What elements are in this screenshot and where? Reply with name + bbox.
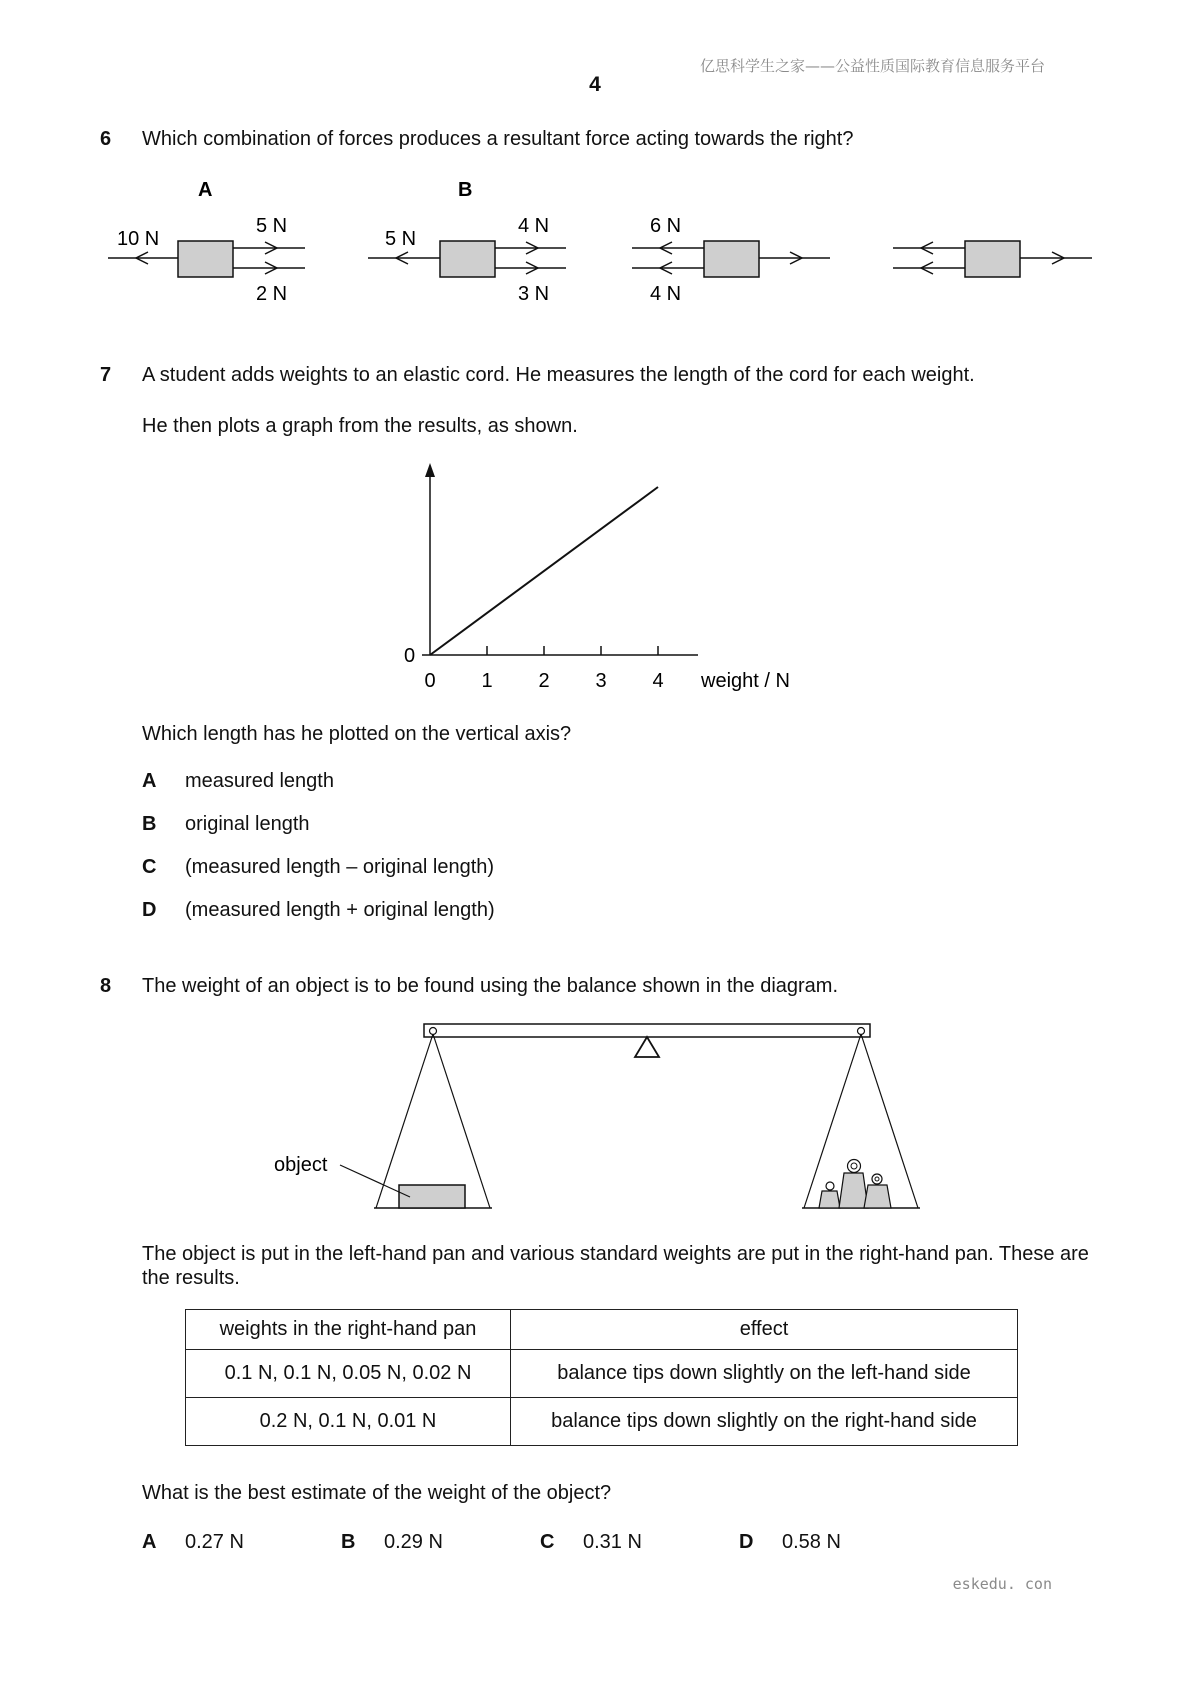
block-a	[178, 241, 233, 277]
option-letter: A	[142, 1531, 157, 1553]
results-table	[185, 1309, 1018, 1446]
pivot-triangle	[635, 1037, 659, 1057]
question-6-number: 6	[100, 128, 112, 150]
standard-weights	[819, 1160, 891, 1209]
question-8-text: The weight of an object is to be found using the balance shown in the diagram.	[142, 975, 839, 997]
force-label: 3 N	[518, 283, 550, 305]
option-b-label: B	[458, 179, 473, 201]
option-letter: A	[142, 770, 157, 792]
question-7-number: 7	[100, 364, 112, 386]
x-tick-label: 2	[538, 670, 550, 692]
question-7-prompt: Which length has he plotted on the vertical axis?	[142, 723, 572, 745]
block-c	[704, 241, 759, 277]
option-letter: C	[540, 1531, 555, 1553]
force-label: 5 N	[385, 228, 417, 250]
question-7-text: A student adds weights to an elastic cord. He measures the length of the cord for each weight.	[142, 364, 975, 386]
force-label: 5 N	[256, 215, 288, 237]
question-8-number: 8	[100, 975, 112, 997]
table-cell: balance tips down slightly on the right-hand side	[511, 1398, 1018, 1446]
x-tick-label: 3	[595, 670, 607, 692]
table-header: effect	[511, 1310, 1018, 1350]
object-label: object	[274, 1154, 328, 1176]
option-text[interactable]: (measured length + original length)	[185, 899, 495, 921]
page-number: 4	[589, 73, 601, 96]
question-6-text: Which combination of forces produces a resultant force acting towards the right?	[142, 128, 854, 150]
table-cell: 0.1 N, 0.1 N, 0.05 N, 0.02 N	[186, 1350, 511, 1398]
x-tick-label: 4	[652, 670, 664, 692]
question-8-text-2: The object is put in the left-hand pan and various standard weights are put in the right-hand pan. These are the results.	[142, 1243, 1089, 1289]
force-label: 2 N	[256, 283, 288, 305]
option-text[interactable]: 0.29 N	[384, 1531, 443, 1553]
x-tick-label: 1	[481, 670, 493, 692]
force-label: 4 N	[518, 215, 550, 237]
option-letter: D	[142, 899, 157, 921]
footer-site: eskedu. con	[952, 1575, 1052, 1593]
x-axis-label: weight / N	[701, 670, 790, 692]
y-tick-label: 0	[404, 645, 416, 667]
y-axis-arrow	[425, 463, 435, 477]
option-text[interactable]: 0.27 N	[185, 1531, 244, 1553]
table-header: weights in the right-hand pan	[186, 1310, 511, 1350]
balance-diagram	[260, 1010, 940, 1215]
option-a-label: A	[198, 179, 213, 201]
option-text[interactable]: measured length	[185, 770, 334, 792]
series-line	[430, 487, 658, 655]
block-d	[965, 241, 1020, 277]
option-letter: C	[142, 856, 157, 878]
forces-diagram	[0, 170, 1190, 320]
block-b	[440, 241, 495, 277]
force-label: 10 N	[117, 228, 160, 250]
question-8-prompt: What is the best estimate of the weight of the object?	[142, 1482, 612, 1504]
option-letter: B	[341, 1531, 356, 1553]
option-letter: D	[739, 1531, 754, 1553]
table-row	[186, 1398, 1018, 1446]
table-cell: 0.2 N, 0.1 N, 0.01 N	[186, 1398, 511, 1446]
table-cell: balance tips down slightly on the left-hand side	[511, 1350, 1018, 1398]
x-tick-label: 0	[424, 670, 436, 692]
force-label: 6 N	[650, 215, 682, 237]
table-row	[186, 1350, 1018, 1398]
option-letter: B	[142, 813, 157, 835]
option-text[interactable]: 0.31 N	[583, 1531, 642, 1553]
question-7-text-2: He then plots a graph from the results, as shown.	[142, 415, 578, 437]
option-text[interactable]: original length	[185, 813, 310, 835]
header-watermark: 亿思科学生之家——公益性质国际教育信息服务平台	[699, 57, 1045, 75]
balance-beam	[424, 1024, 870, 1037]
option-text[interactable]: 0.58 N	[782, 1531, 841, 1553]
length-weight-graph	[380, 455, 820, 700]
force-label: 4 N	[650, 283, 682, 305]
option-text[interactable]: (measured length – original length)	[185, 856, 495, 878]
